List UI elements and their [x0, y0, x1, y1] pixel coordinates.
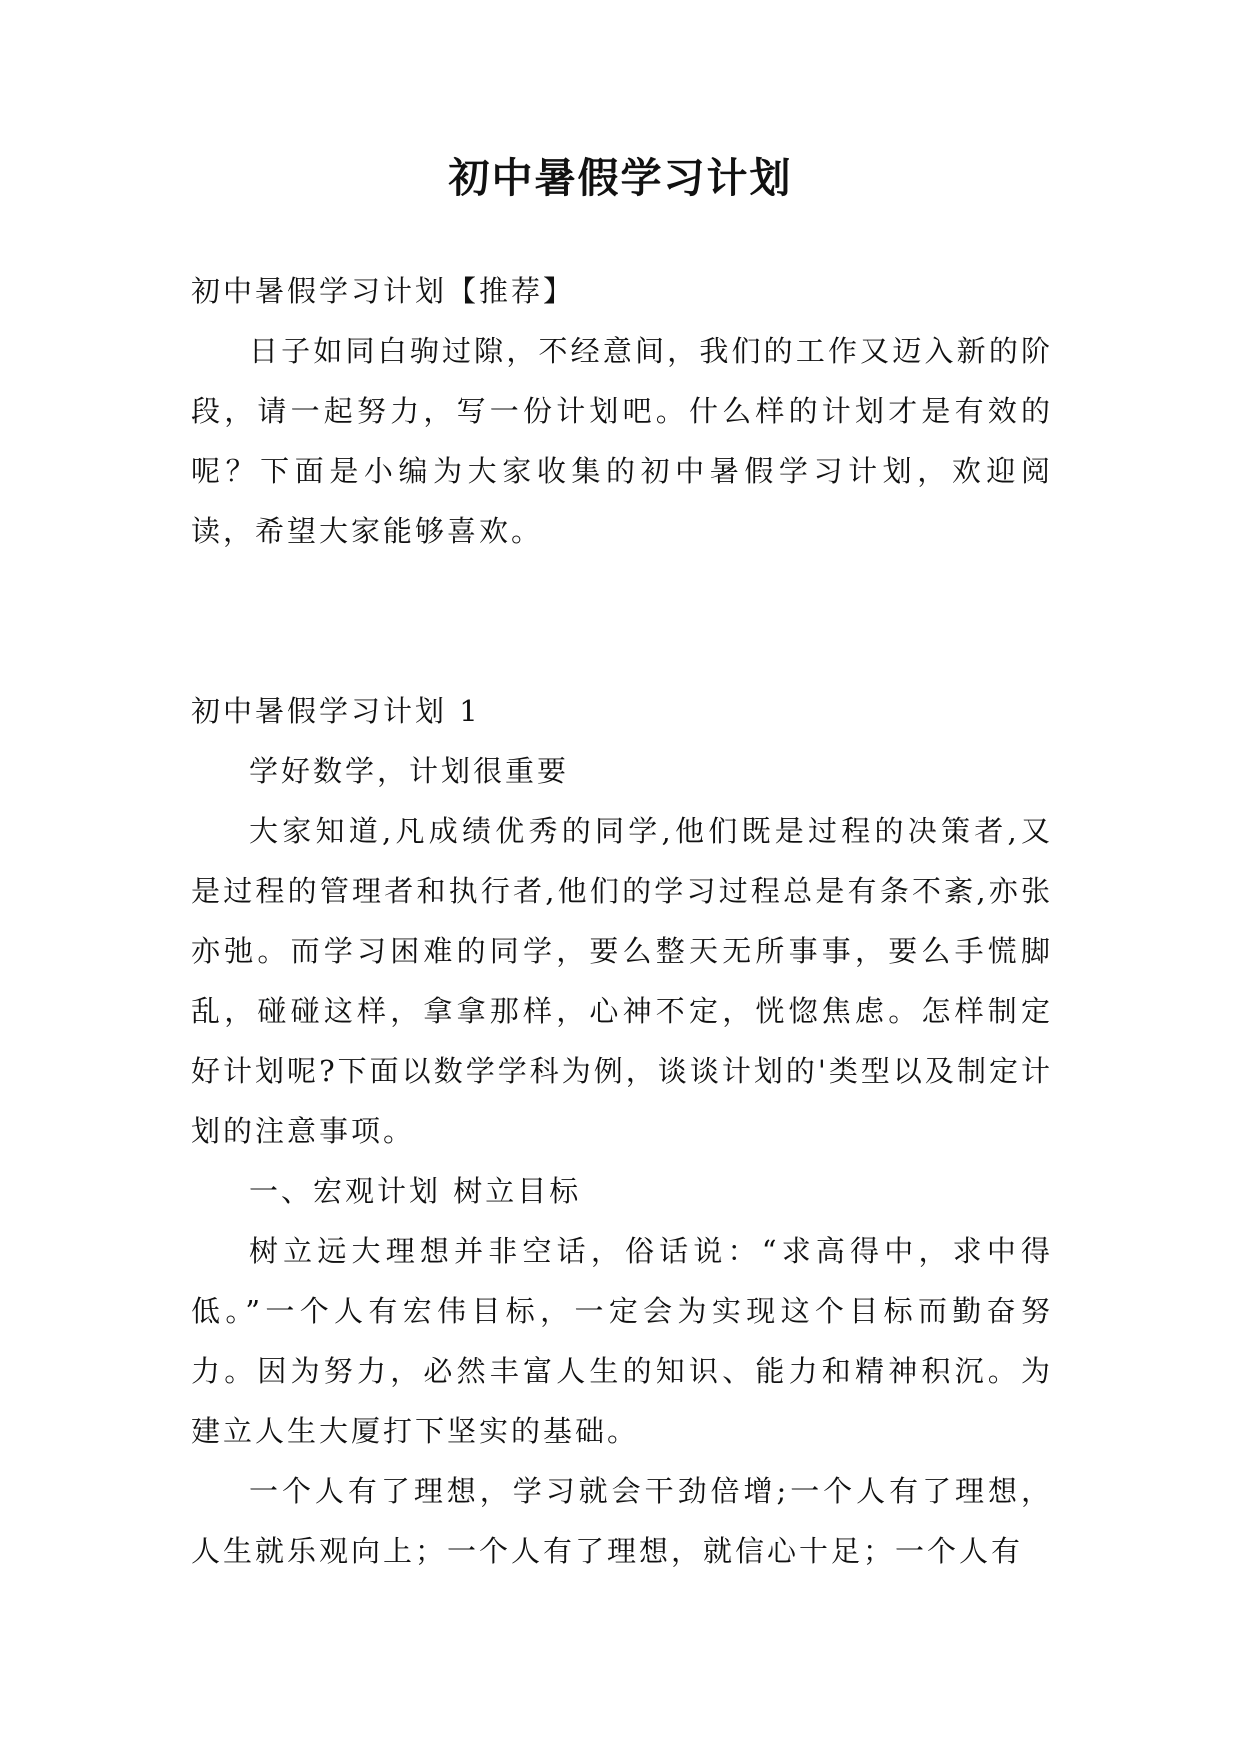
body-paragraph-1: 大家知道,凡成绩优秀的同学,他们既是过程的决策者,又是过程的管理者和执行者,他们的学习过程总是有条不紊,亦张亦弛。而学习困难的同学，要么整天无所事事，要么手慌脚乱，碰碰这样，拿拿那样，心神不定，恍惚焦虑。怎样制定好计划呢?下面以数学学科为例，谈谈计划的'类型以及制定计划的注意事项。	[191, 814, 1053, 1148]
section-spacer	[191, 561, 1053, 681]
body-paragraph-3: 一个人有了理想，学习就会干劲倍增;一个人有了理想，人生就乐观向上；一个人有了理想，就信心十足；一个人有	[191, 1474, 1053, 1568]
body-paragraph-2: 树立远大理想并非空话，俗话说：“求高得中，求中得低。”一个人有宏伟目标，一定会为实现这个目标而勤奋努力。因为努力，必然丰富人生的知识、能力和精神积沉。为建立人生大厦打下坚实的基础。	[191, 1234, 1053, 1448]
section-heading: 初中暑假学习计划 1	[191, 694, 481, 728]
section-subheading: 学好数学，计划很重要	[249, 754, 570, 788]
document-body	[191, 261, 1053, 1581]
document-title: 初中暑假学习计划	[448, 154, 793, 202]
intro-paragraph: 日子如同白驹过隙，不经意间，我们的工作又迈入新的阶段，请一起努力，写一份计划吧。什么样的计划才是有效的呢？下面是小编为大家收集的初中暑假学习计划，欢迎阅读，希望大家能够喜欢。	[191, 334, 1053, 548]
document-subtitle: 初中暑假学习计划【推荐】	[191, 274, 576, 308]
point-heading: 一、宏观计划 树立目标	[249, 1174, 582, 1208]
